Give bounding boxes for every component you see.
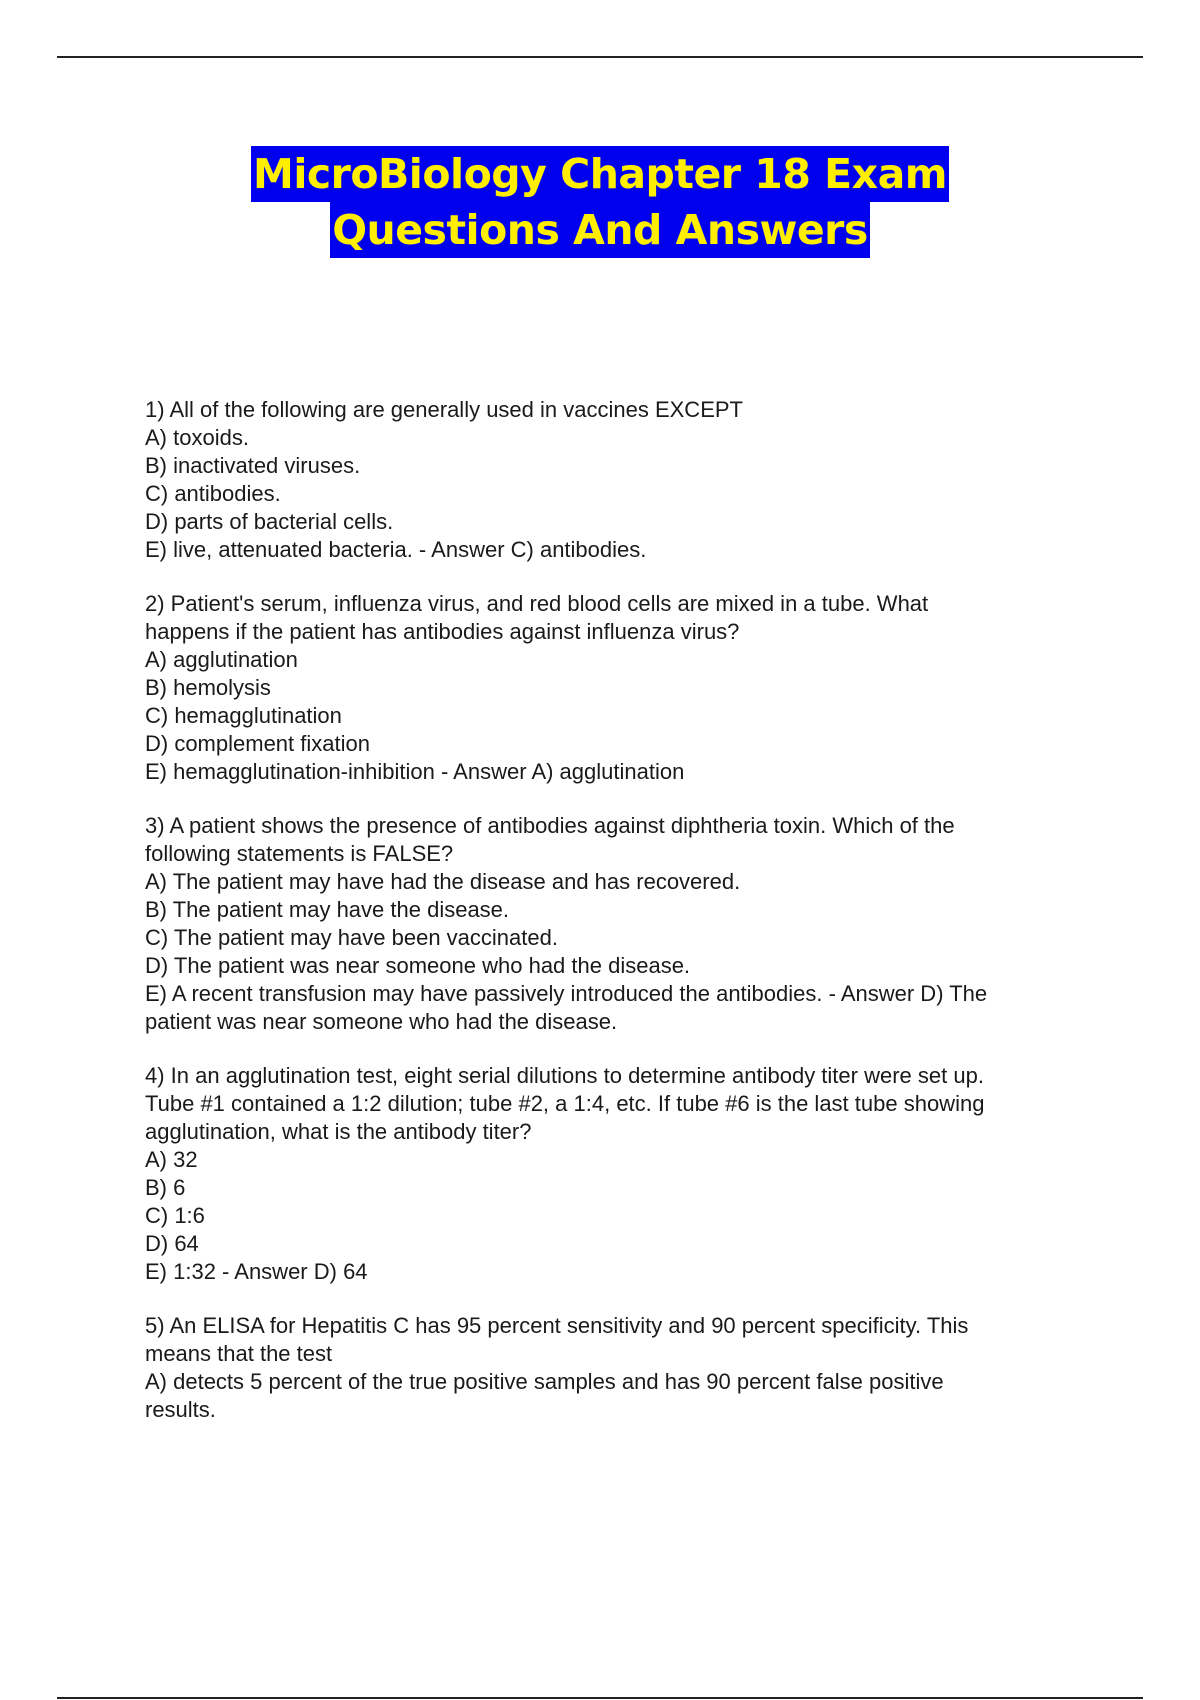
question-2-option-b: B) hemolysis [145, 675, 271, 700]
question-2-option-e-answer: E) hemagglutination-inhibition - Answer A) agglutination [145, 759, 685, 784]
question-4-option-e-answer: E) 1:32 - Answer D) 64 [145, 1259, 368, 1284]
question-2-option-c: C) hemagglutination [145, 703, 342, 728]
question-2-stem-cont: happens if the patient has antibodies against influenza virus? [145, 619, 740, 644]
question-4-stem-cont-1: Tube #1 contained a 1:2 dilution; tube #2, a 1:4, etc. If tube #6 is the last tube showing [145, 1091, 985, 1116]
question-5-option-a-cont: results. [145, 1397, 216, 1422]
question-3-stem: 3) A patient shows the presence of antibodies against diphtheria toxin. Which of the [145, 813, 955, 838]
question-4-option-d: D) 64 [145, 1231, 199, 1256]
question-5-stem: 5) An ELISA for Hepatitis C has 95 percent sensitivity and 90 percent specificity. This [145, 1313, 969, 1338]
question-2-option-a: A) agglutination [145, 647, 298, 672]
title-line-1: MicroBiology Chapter 18 Exam [251, 146, 949, 202]
question-1-option-a: A) toxoids. [145, 425, 249, 450]
question-3-option-a: A) The patient may have had the disease and has recovered. [145, 869, 741, 894]
question-4 [145, 1062, 1085, 1286]
question-3 [145, 812, 1085, 1036]
questions-list [145, 396, 1085, 1450]
question-4-option-a: A) 32 [145, 1147, 198, 1172]
question-1-option-b: B) inactivated viruses. [145, 453, 361, 478]
question-1-option-e-answer: E) live, attenuated bacteria. - Answer C) antibodies. [145, 537, 647, 562]
question-3-option-b: B) The patient may have the disease. [145, 897, 510, 922]
top-rule [57, 56, 1143, 58]
question-4-stem: 4) In an agglutination test, eight serial dilutions to determine antibody titer were set up. [145, 1063, 984, 1088]
title-line-2: Questions And Answers [330, 202, 870, 258]
question-3-option-d: D) The patient was near someone who had the disease. [145, 953, 691, 978]
question-1-option-d: D) parts of bacterial cells. [145, 509, 394, 534]
question-4-stem-cont-2: agglutination, what is the antibody titer? [145, 1119, 532, 1144]
question-4-option-c: C) 1:6 [145, 1203, 205, 1228]
question-3-stem-cont: following statements is FALSE? [145, 841, 454, 866]
question-1-option-c: C) antibodies. [145, 481, 281, 506]
question-5 [145, 1312, 1085, 1424]
question-2-option-d: D) complement fixation [145, 731, 370, 756]
question-5-option-a: A) detects 5 percent of the true positive samples and has 90 percent false positive [145, 1369, 944, 1394]
question-1 [145, 396, 1085, 564]
question-3-option-c: C) The patient may have been vaccinated. [145, 925, 558, 950]
question-3-answer-cont: patient was near someone who had the disease. [145, 1009, 618, 1034]
question-1-stem: 1) All of the following are generally used in vaccines EXCEPT [145, 397, 743, 422]
bottom-rule [57, 1697, 1143, 1699]
question-5-stem-cont: means that the test [145, 1341, 333, 1366]
question-4-option-b: B) 6 [145, 1175, 186, 1200]
question-2 [145, 590, 1085, 786]
question-2-stem: 2) Patient's serum, influenza virus, and red blood cells are mixed in a tube. What [145, 591, 929, 616]
document-title [0, 146, 1200, 258]
question-3-option-e-answer: E) A recent transfusion may have passively introduced the antibodies. - Answer D) The [145, 981, 988, 1006]
